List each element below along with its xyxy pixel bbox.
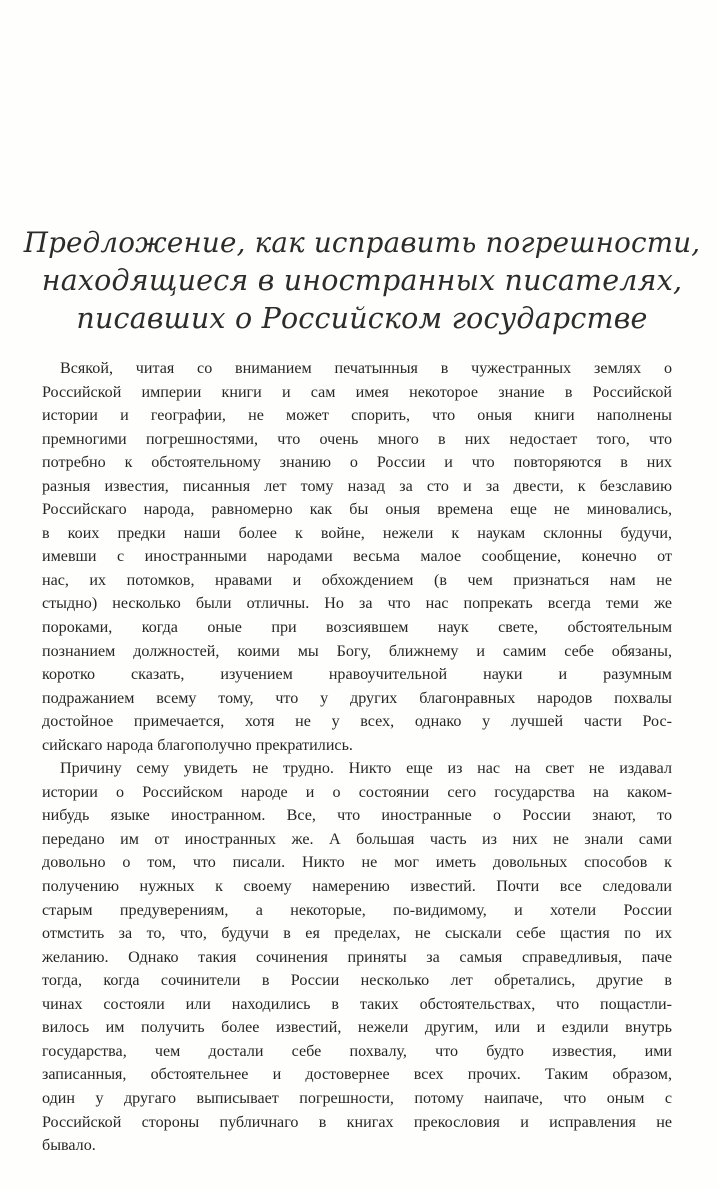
text-line: бывало. [42,1137,96,1155]
chapter-title [22,224,702,338]
title-line-3: писавших о Российском государстве [76,302,648,335]
text-line: потребно к обстоятельному знанию о России и что повторяются в них [42,454,672,472]
text-line: разныя известия, писанныя лет тому назад за сто и за двести, к безславию [42,477,672,495]
text-line: имевши с иностранными народами весьма малое сообщение, конечно от [42,548,672,566]
text-line: тогда, когда сочинители в России несколько лет обретались, другие в [42,972,672,990]
text-line: коротко сказать, изучением нравоучительной науки и разумным [42,666,672,684]
text-line: получению нужных к своему намерению известий. Почти все следовали [42,878,672,896]
text-line: Всякой, читая со вниманием печатынныя в чужестранных землях о [60,360,672,377]
text-line: один у другаго выписывает погрешности, потому наипаче, что оным с [42,1089,672,1107]
text-line: Российскаго народа, равномерно как бы оныя времена еще не миновались, [42,501,672,519]
text-line: государства, чем достали себе похвалу, что будто известия, ими [42,1042,672,1060]
text-line: Российской империи книги и сам имея некоторое знание в Российской [42,383,672,401]
text-line: вилось им получить более известий, нежели другим, или и ездили внутрь [42,1019,672,1037]
text-line: довольно о том, что писали. Никто не мог иметь довольных способов к [42,854,672,872]
text-line: чинах состояли или находились в таких обстоятельствах, что пощастли- [42,995,672,1013]
text-line: желанию. Однако такия сочинения приняты за самыя справедливыя, паче [42,948,672,966]
text-line: передано им от иностранных же. А большая часть из них не знали сами [42,830,672,848]
body-text [42,357,672,1158]
text-line: отмстить за то, что, будучи в ея пределах, не сыскали себе щастия по их [42,925,672,943]
text-line: истории и географии, не может спорить, что оныя книги наполнены [42,407,672,425]
text-line: в коих предки наши более к войне, нежели к наукам склонны будучи, [42,524,672,542]
text-line: премногими погрешностями, что очень много в них недостает того, что [42,430,672,448]
text-line: подражанием всему тому, что у других благонравных народов похвалы [42,689,672,707]
text-line: стыдно) несколько были отличны. Но за что нас попрекать всегда теми же [42,595,672,613]
text-line: Причину сему увидеть не трудно. Никто еще из нас на свет не издавал [60,760,672,778]
text-line: познанием должностей, коими мы Богу, ближнему и самим себе обязаны, [42,642,672,660]
text-line: достойное примечается, хотя не у всех, однако у лучшей части Рос- [42,713,672,731]
text-line: нибудь языке иностранном. Все, что иностранные о России знают, то [42,807,672,825]
text-line: Российской стороны публичнаго в книгах прекословия и исправления не [42,1113,672,1131]
paragraph-2 [42,757,672,1157]
text-line: старым предуверениям, а некоторые, по-видимому, и хотели России [42,901,672,919]
text-line: истории о Российском народе и о состоянии сего государства на каком- [42,783,672,801]
text-line: записанныя, обстоятельнее и достовернее всех прочих. Таким образом, [42,1066,672,1084]
text-line: нас, их потомков, нравами и обхождением (в чем признаться нам не [42,571,672,589]
title-line-2: находящиеся в иностранных писателях, [41,264,683,297]
title-line-1: Предложение, как исправить погрешности, [23,226,701,259]
paragraph-1 [42,357,672,757]
text-line: пороками, когда оные при возсиявшем наук свете, обстоятельным [42,619,672,637]
text-line: сийскаго народа благополучно прекратились. [42,736,353,754]
